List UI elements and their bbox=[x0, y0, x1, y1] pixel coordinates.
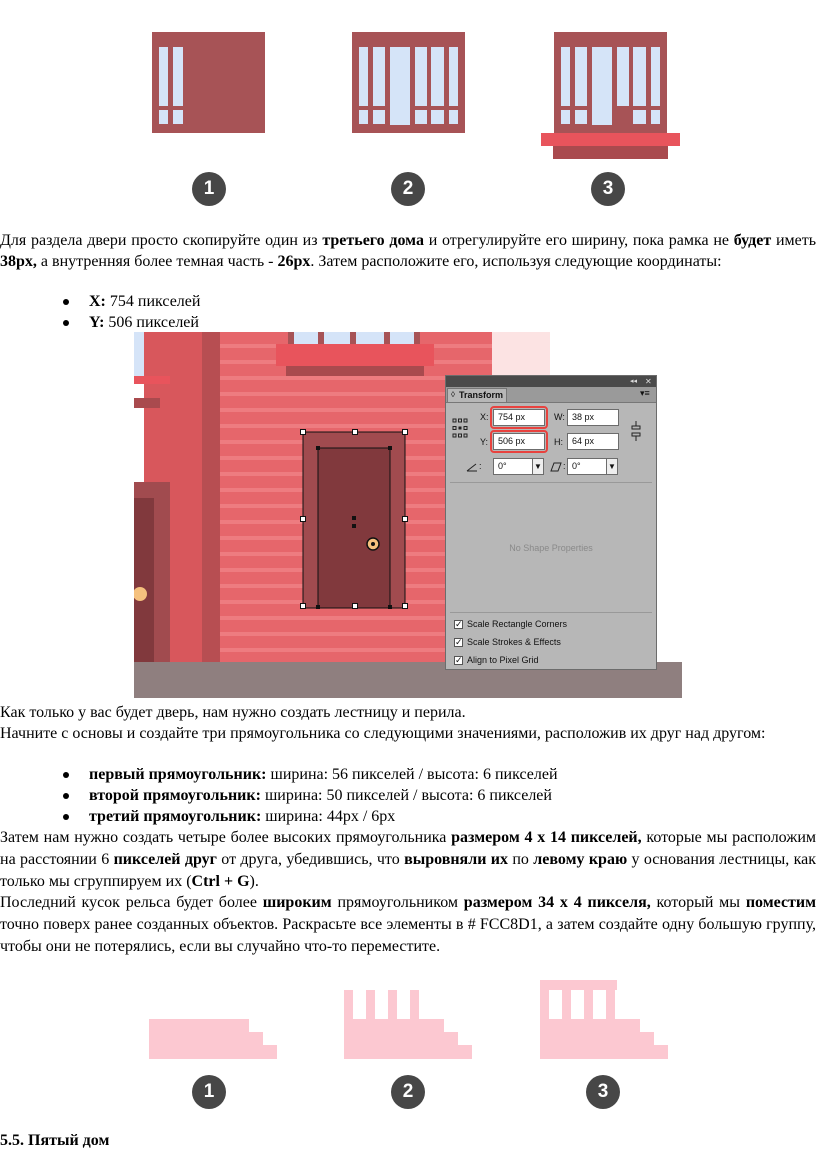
upper-window-sill bbox=[276, 344, 434, 366]
list-value: 754 пикселей bbox=[105, 293, 201, 310]
bold-text: 38px, bbox=[0, 253, 37, 270]
text: который мы bbox=[650, 894, 746, 911]
x-input[interactable]: 754 px bbox=[493, 409, 545, 426]
step-badge-3: 3 bbox=[586, 1075, 620, 1109]
list-item bbox=[89, 291, 200, 312]
bold-text: будет bbox=[733, 232, 772, 249]
text: точно поверх ранее созданных объектов. Раскрасьте все элементы в # FCC8D1, а затем создайте одну большую группу, чтобы они не потерялись, если вы случайно что-то переместите. bbox=[0, 916, 816, 955]
text: . Затем расположите его, используя следующие координаты: bbox=[310, 253, 722, 270]
text: Для раздела двери просто скопируйте один из bbox=[0, 232, 323, 249]
selection-handle[interactable] bbox=[352, 603, 358, 609]
window-glass bbox=[359, 47, 368, 106]
text: Затем нам нужно создать четыре более высоких прямоугольника bbox=[0, 829, 452, 846]
list-label: третий прямоугольник: bbox=[89, 808, 262, 825]
window-glass bbox=[173, 110, 183, 124]
shear-select[interactable]: 0° bbox=[567, 458, 607, 475]
anchor-point[interactable] bbox=[316, 446, 320, 450]
pillar-awning bbox=[134, 376, 170, 384]
window-glass bbox=[633, 110, 646, 124]
window-glass bbox=[617, 47, 629, 106]
stairs-step-2 bbox=[344, 990, 472, 1059]
selection-handle[interactable] bbox=[402, 429, 408, 435]
x-label: X: bbox=[480, 412, 489, 422]
reference-point-center bbox=[371, 542, 375, 546]
list-item bbox=[89, 785, 558, 806]
list-value: ширина: 50 пикселей / высота: 6 пикселей bbox=[260, 787, 552, 804]
list-item bbox=[89, 764, 558, 785]
selection-handle[interactable] bbox=[300, 429, 306, 435]
panel-tabbar bbox=[446, 387, 656, 403]
rail-post bbox=[410, 990, 419, 1019]
bold-text: размером 4 x 14 пикселей, bbox=[451, 829, 642, 846]
no-shape-properties: No Shape Properties bbox=[509, 543, 593, 553]
rail-post bbox=[344, 990, 353, 1019]
pillar-awning-shadow bbox=[134, 398, 160, 408]
door-screenshot bbox=[134, 332, 682, 698]
window-glass bbox=[575, 47, 587, 106]
pillar-dark bbox=[202, 332, 220, 662]
bold-text: Ctrl + G bbox=[191, 873, 250, 890]
scale-strokes-label: Scale Strokes & Effects bbox=[467, 637, 561, 647]
upper-window-sill-shadow bbox=[286, 366, 424, 376]
text: от друга, убедившись, что bbox=[216, 851, 405, 868]
rail-post bbox=[562, 990, 571, 1019]
text: иметь bbox=[771, 232, 816, 249]
panel-menu-icon[interactable]: ▾≡ bbox=[640, 388, 650, 398]
step-badge-2: 2 bbox=[391, 172, 425, 206]
text: у основания лестницы, как только мы сгруппируем их ( bbox=[0, 851, 816, 890]
window-glass bbox=[431, 110, 444, 124]
y-input-highlight bbox=[490, 430, 548, 453]
bold-text: выровняли их bbox=[404, 851, 508, 868]
window-glass bbox=[561, 47, 570, 106]
rotate-select[interactable]: 0° bbox=[493, 458, 533, 475]
window-glass bbox=[173, 47, 183, 106]
text: и отрегулируйте его ширину, пока рамка не bbox=[423, 232, 734, 249]
stairs-step-3 bbox=[540, 980, 668, 1059]
coordinates-list bbox=[89, 291, 200, 333]
list-item bbox=[89, 312, 200, 333]
rectangles-list bbox=[89, 764, 558, 827]
shear-icon bbox=[550, 462, 562, 472]
upper-window-frame bbox=[350, 332, 356, 344]
w-input[interactable]: 38 px bbox=[567, 409, 619, 426]
window-glass bbox=[651, 110, 660, 124]
upper-window-frame bbox=[414, 332, 420, 344]
selection-handle[interactable] bbox=[352, 429, 358, 435]
left-door-inner bbox=[134, 498, 154, 662]
anchor-point[interactable] bbox=[388, 446, 392, 450]
bold-text: 26px bbox=[277, 253, 311, 270]
text: которые мы расположим на расстоянии 6 bbox=[0, 829, 816, 868]
stair-top bbox=[149, 1019, 249, 1032]
window-glass bbox=[359, 110, 368, 124]
door-inner bbox=[318, 448, 390, 608]
window-glass bbox=[449, 110, 458, 124]
rail-post bbox=[540, 990, 549, 1019]
list-label: X: bbox=[89, 293, 106, 310]
stair-bottom bbox=[344, 1045, 472, 1059]
window-glass bbox=[373, 110, 385, 124]
text: а внутренняя более темная часть - bbox=[36, 253, 278, 270]
window-glass bbox=[431, 47, 444, 106]
rail-post bbox=[366, 990, 375, 1019]
paragraph-rails bbox=[0, 827, 816, 893]
tab-icon: ◊ bbox=[451, 390, 455, 399]
list-value: ширина: 44px / 6px bbox=[261, 808, 396, 825]
align-pixel-grid-checkbox[interactable]: ✓ bbox=[455, 655, 463, 665]
y-input[interactable]: 506 px bbox=[493, 433, 545, 450]
selection-handle[interactable] bbox=[402, 603, 408, 609]
tab-transform[interactable] bbox=[447, 388, 507, 402]
window-step-3 bbox=[541, 32, 680, 159]
y-label: Y: bbox=[480, 437, 489, 447]
window-glass bbox=[415, 47, 427, 106]
paragraph-stairs-intro: Как только у вас будет дверь, нам нужно создать лестницу и перила. bbox=[0, 704, 466, 721]
stair-middle bbox=[149, 1032, 263, 1045]
upper-window-frame bbox=[288, 332, 294, 344]
bold-text: левому краю bbox=[533, 851, 628, 868]
window-glass bbox=[159, 110, 168, 124]
paragraph-base: Начните с основы и создайте три прямоугольника со следующими значениями, расположив их друг над другом: bbox=[0, 725, 766, 742]
close-icon[interactable]: ✕ bbox=[645, 377, 652, 386]
window-glass bbox=[449, 47, 458, 106]
scale-corners-checkbox[interactable]: ✓ bbox=[455, 619, 463, 629]
rail-post bbox=[584, 990, 593, 1019]
bold-text: пикселей друг bbox=[113, 851, 217, 868]
stair-middle bbox=[344, 1032, 458, 1045]
rail-post bbox=[388, 990, 397, 1019]
collapse-icon[interactable]: ◂◂ bbox=[630, 378, 638, 385]
stair-top bbox=[344, 1019, 444, 1032]
window-step-1 bbox=[152, 32, 265, 133]
w-label: W: bbox=[554, 412, 565, 422]
x-input-highlight bbox=[490, 406, 548, 429]
stair-bottom bbox=[540, 1045, 668, 1059]
anchor-point[interactable] bbox=[316, 605, 320, 609]
bold-text: размером 34 x 4 пикселя, bbox=[463, 894, 651, 911]
window-glass bbox=[651, 47, 660, 106]
scale-strokes-checkbox[interactable]: ✓ bbox=[455, 637, 463, 647]
bold-text: широким bbox=[262, 894, 332, 911]
h-input[interactable]: 64 px bbox=[567, 433, 619, 450]
window-glass bbox=[415, 110, 427, 124]
shear-colon: : bbox=[563, 461, 566, 471]
bold-text: третьего дома bbox=[322, 232, 424, 249]
divider bbox=[450, 482, 652, 483]
step-badge-2: 2 bbox=[391, 1075, 425, 1109]
rail-post bbox=[606, 990, 615, 1019]
step-badge-1: 1 bbox=[192, 1075, 226, 1109]
window-sill-shadow bbox=[553, 146, 668, 159]
window-glass bbox=[159, 47, 168, 106]
stair-middle bbox=[540, 1032, 654, 1045]
list-label: второй прямоугольник: bbox=[89, 787, 261, 804]
rotate-dropdown-icon[interactable]: ▼ bbox=[532, 458, 544, 475]
window-glass bbox=[373, 47, 385, 106]
scale-corners-label: Scale Rectangle Corners bbox=[467, 619, 568, 629]
center-point bbox=[352, 516, 356, 520]
stairs-steps-illustration bbox=[0, 975, 816, 1065]
list-value: ширина: 56 пикселей / высота: 6 пикселей bbox=[266, 766, 558, 783]
transform-panel bbox=[445, 375, 657, 670]
h-label: H: bbox=[554, 437, 563, 447]
step-badge-3: 3 bbox=[591, 172, 625, 206]
sky-patch bbox=[134, 332, 144, 376]
upper-window-frame bbox=[384, 332, 390, 344]
anchor-point[interactable] bbox=[388, 605, 392, 609]
constrain-proportions-icon[interactable] bbox=[630, 420, 642, 442]
text: Последний кусок рельса будет более bbox=[0, 894, 263, 911]
section-heading: 5.5. Пятый дом bbox=[0, 1132, 110, 1149]
panel-titlebar[interactable] bbox=[446, 376, 656, 387]
stairs-step-1 bbox=[149, 1019, 277, 1059]
shear-dropdown-icon[interactable]: ▼ bbox=[606, 458, 618, 475]
text: по bbox=[507, 851, 534, 868]
reference-point-locator-icon[interactable] bbox=[452, 418, 468, 438]
stair-top bbox=[540, 1019, 640, 1032]
step-badge-1: 1 bbox=[192, 172, 226, 206]
window-glass bbox=[592, 47, 612, 125]
align-pixel-grid-label: Align to Pixel Grid bbox=[467, 655, 539, 665]
window-step-2 bbox=[352, 32, 465, 133]
list-label: первый прямоугольник: bbox=[89, 766, 267, 783]
window-glass bbox=[575, 110, 587, 124]
text: ). bbox=[249, 873, 259, 890]
selection-handle[interactable] bbox=[300, 516, 306, 522]
window-glass bbox=[561, 110, 570, 124]
paragraph-door-intro bbox=[0, 230, 816, 272]
rotate-colon: : bbox=[479, 461, 482, 471]
stair-bottom bbox=[149, 1045, 277, 1059]
rotate-icon bbox=[466, 462, 478, 472]
list-label: Y: bbox=[89, 314, 105, 331]
rail-top bbox=[540, 980, 617, 990]
list-value: 506 пикселей bbox=[104, 314, 199, 331]
tab-label: Transform bbox=[459, 390, 504, 400]
selection-handle[interactable] bbox=[300, 603, 306, 609]
bold-text: поместим bbox=[745, 894, 816, 911]
selection-handle[interactable] bbox=[402, 516, 408, 522]
paragraph-final-rail bbox=[0, 892, 816, 958]
window-frame bbox=[152, 32, 265, 133]
window-glass bbox=[390, 47, 410, 125]
list-item bbox=[89, 806, 558, 827]
divider bbox=[450, 612, 652, 613]
text: прямоугольником bbox=[331, 894, 464, 911]
center-point bbox=[352, 524, 356, 528]
window-sill bbox=[541, 133, 680, 146]
window-glass bbox=[633, 47, 646, 106]
upper-window-frame bbox=[318, 332, 324, 344]
